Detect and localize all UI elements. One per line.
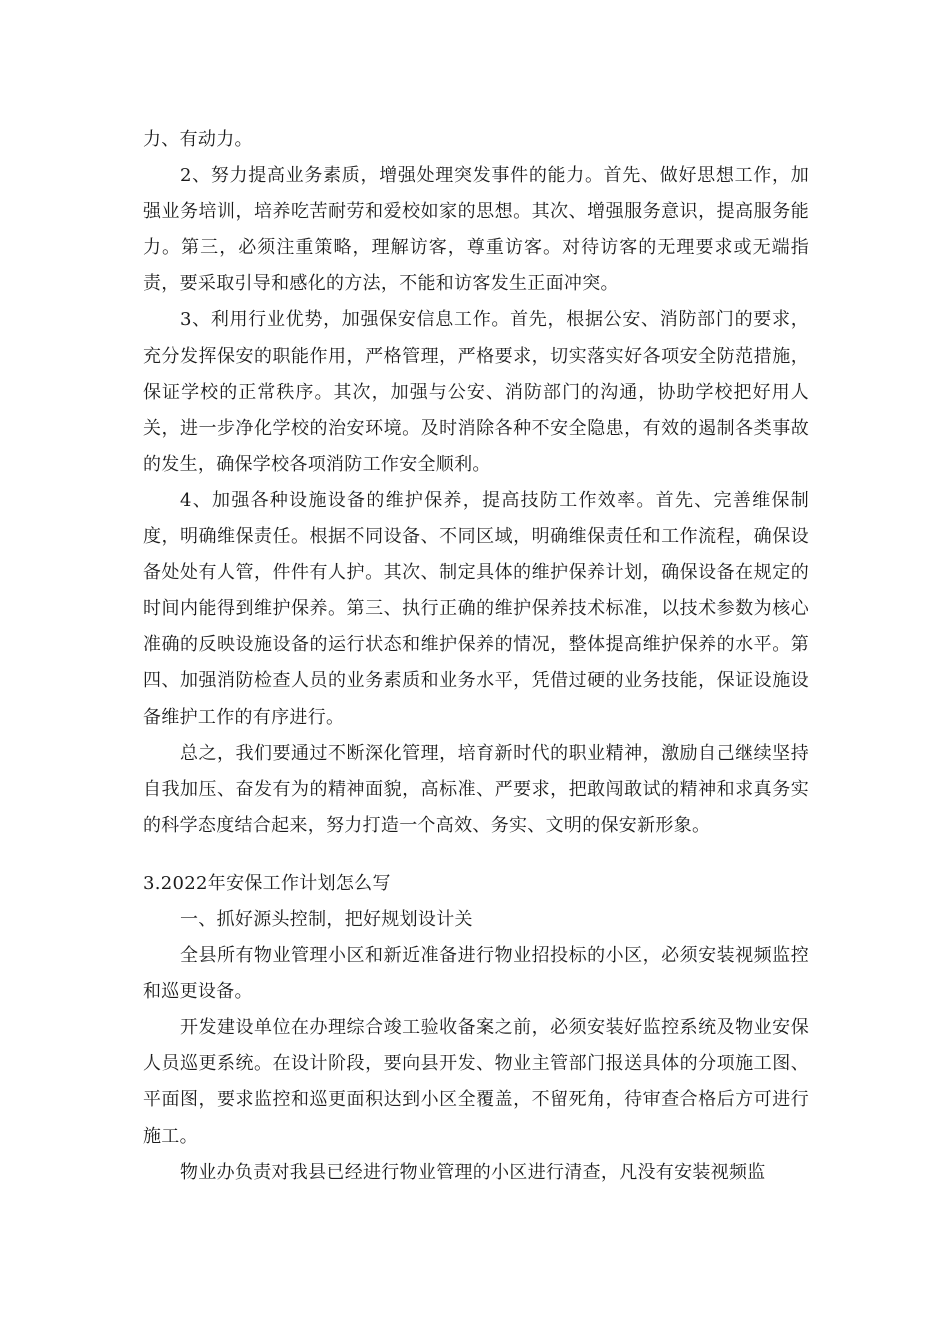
paragraph-summary: 总之，我们要通过不断深化管理，培育新时代的职业精神，激励自己继续坚持自我加压、奋发有为的精神面貌，高标准、严要求，把敢闯敢试的精神和求真务实的科学态度结合起来，努力打造一个高效、务实、文明的保安新形象。 bbox=[143, 742, 809, 836]
paragraph-item-4: 4、加强各种设施设备的维护保养，提高技防工作效率。首先、完善维保制度，明确维保责任。根据不同设备、不同区域，明确维保责任和工作流程，确保设备处处有人管，件件有人护。其次、制定具体的维护保养计划，确保设备在规定的时间内能得到维护保养。第三、执行正确的维护保养技术标准，以技术参数为核心准确的反映设施设备的运行状态和维护保养的情况，整体提高维护保养的水平。第四、加强消防检查人员的业务素质和业务水平，凭借过硬的业务技能，保证设施设备维护工作的有序进行。 bbox=[143, 489, 809, 728]
section-paragraph-2: 开发建设单位在办理综合竣工验收备案之前，必须安装好监控系统及物业安保人员巡更系统。在设计阶段，要向县开发、物业主管部门报送具体的分项施工图、平面图，要求监控和巡更面积达到小区全覆盖，不留死角，待审查合格后方可进行施工。 bbox=[143, 1017, 809, 1147]
paragraph-continuation: 力、有动力。 bbox=[143, 129, 253, 150]
section-paragraph-3: 物业办负责对我县已经进行物业管理的小区进行清查，凡没有安装视频监 bbox=[180, 1161, 766, 1183]
section-heading: 3.2022年安保工作计划怎么写 bbox=[143, 872, 391, 894]
document-page bbox=[143, 122, 809, 1191]
paragraph-item-2: 2、努力提高业务素质，增强处理突发事件的能力。首先、做好思想工作，加强业务培训，培养吃苦耐劳和爱校如家的思想。其次、增强服务意识，提高服务能力。第三，必须注重策略，理解访客，尊重访客。对待访客的无理要求或无端指责，要采取引导和感化的方法，不能和访客发生正面冲突。 bbox=[143, 165, 809, 295]
paragraph-item-3: 3、利用行业优势，加强保安信息工作。首先，根据公安、消防部门的要求，充分发挥保安的职能作用，严格管理，严格要求，切实落实好各项安全防范措施，保证学校的正常秩序。其次，加强与公安、消防部门的沟通，协助学校把好用人关，进一步净化学校的治安环境。及时消除各种不安全隐患，有效的遏制各类事故的发生，确保学校各项消防工作安全顺利。 bbox=[143, 309, 809, 475]
section-paragraph-1: 全县所有物业管理小区和新近准备进行物业招投标的小区，必须安装视频监控和巡更设备。 bbox=[143, 945, 809, 1003]
section-subheading: 一、抓好源头控制，把好规划设计关 bbox=[180, 908, 473, 930]
